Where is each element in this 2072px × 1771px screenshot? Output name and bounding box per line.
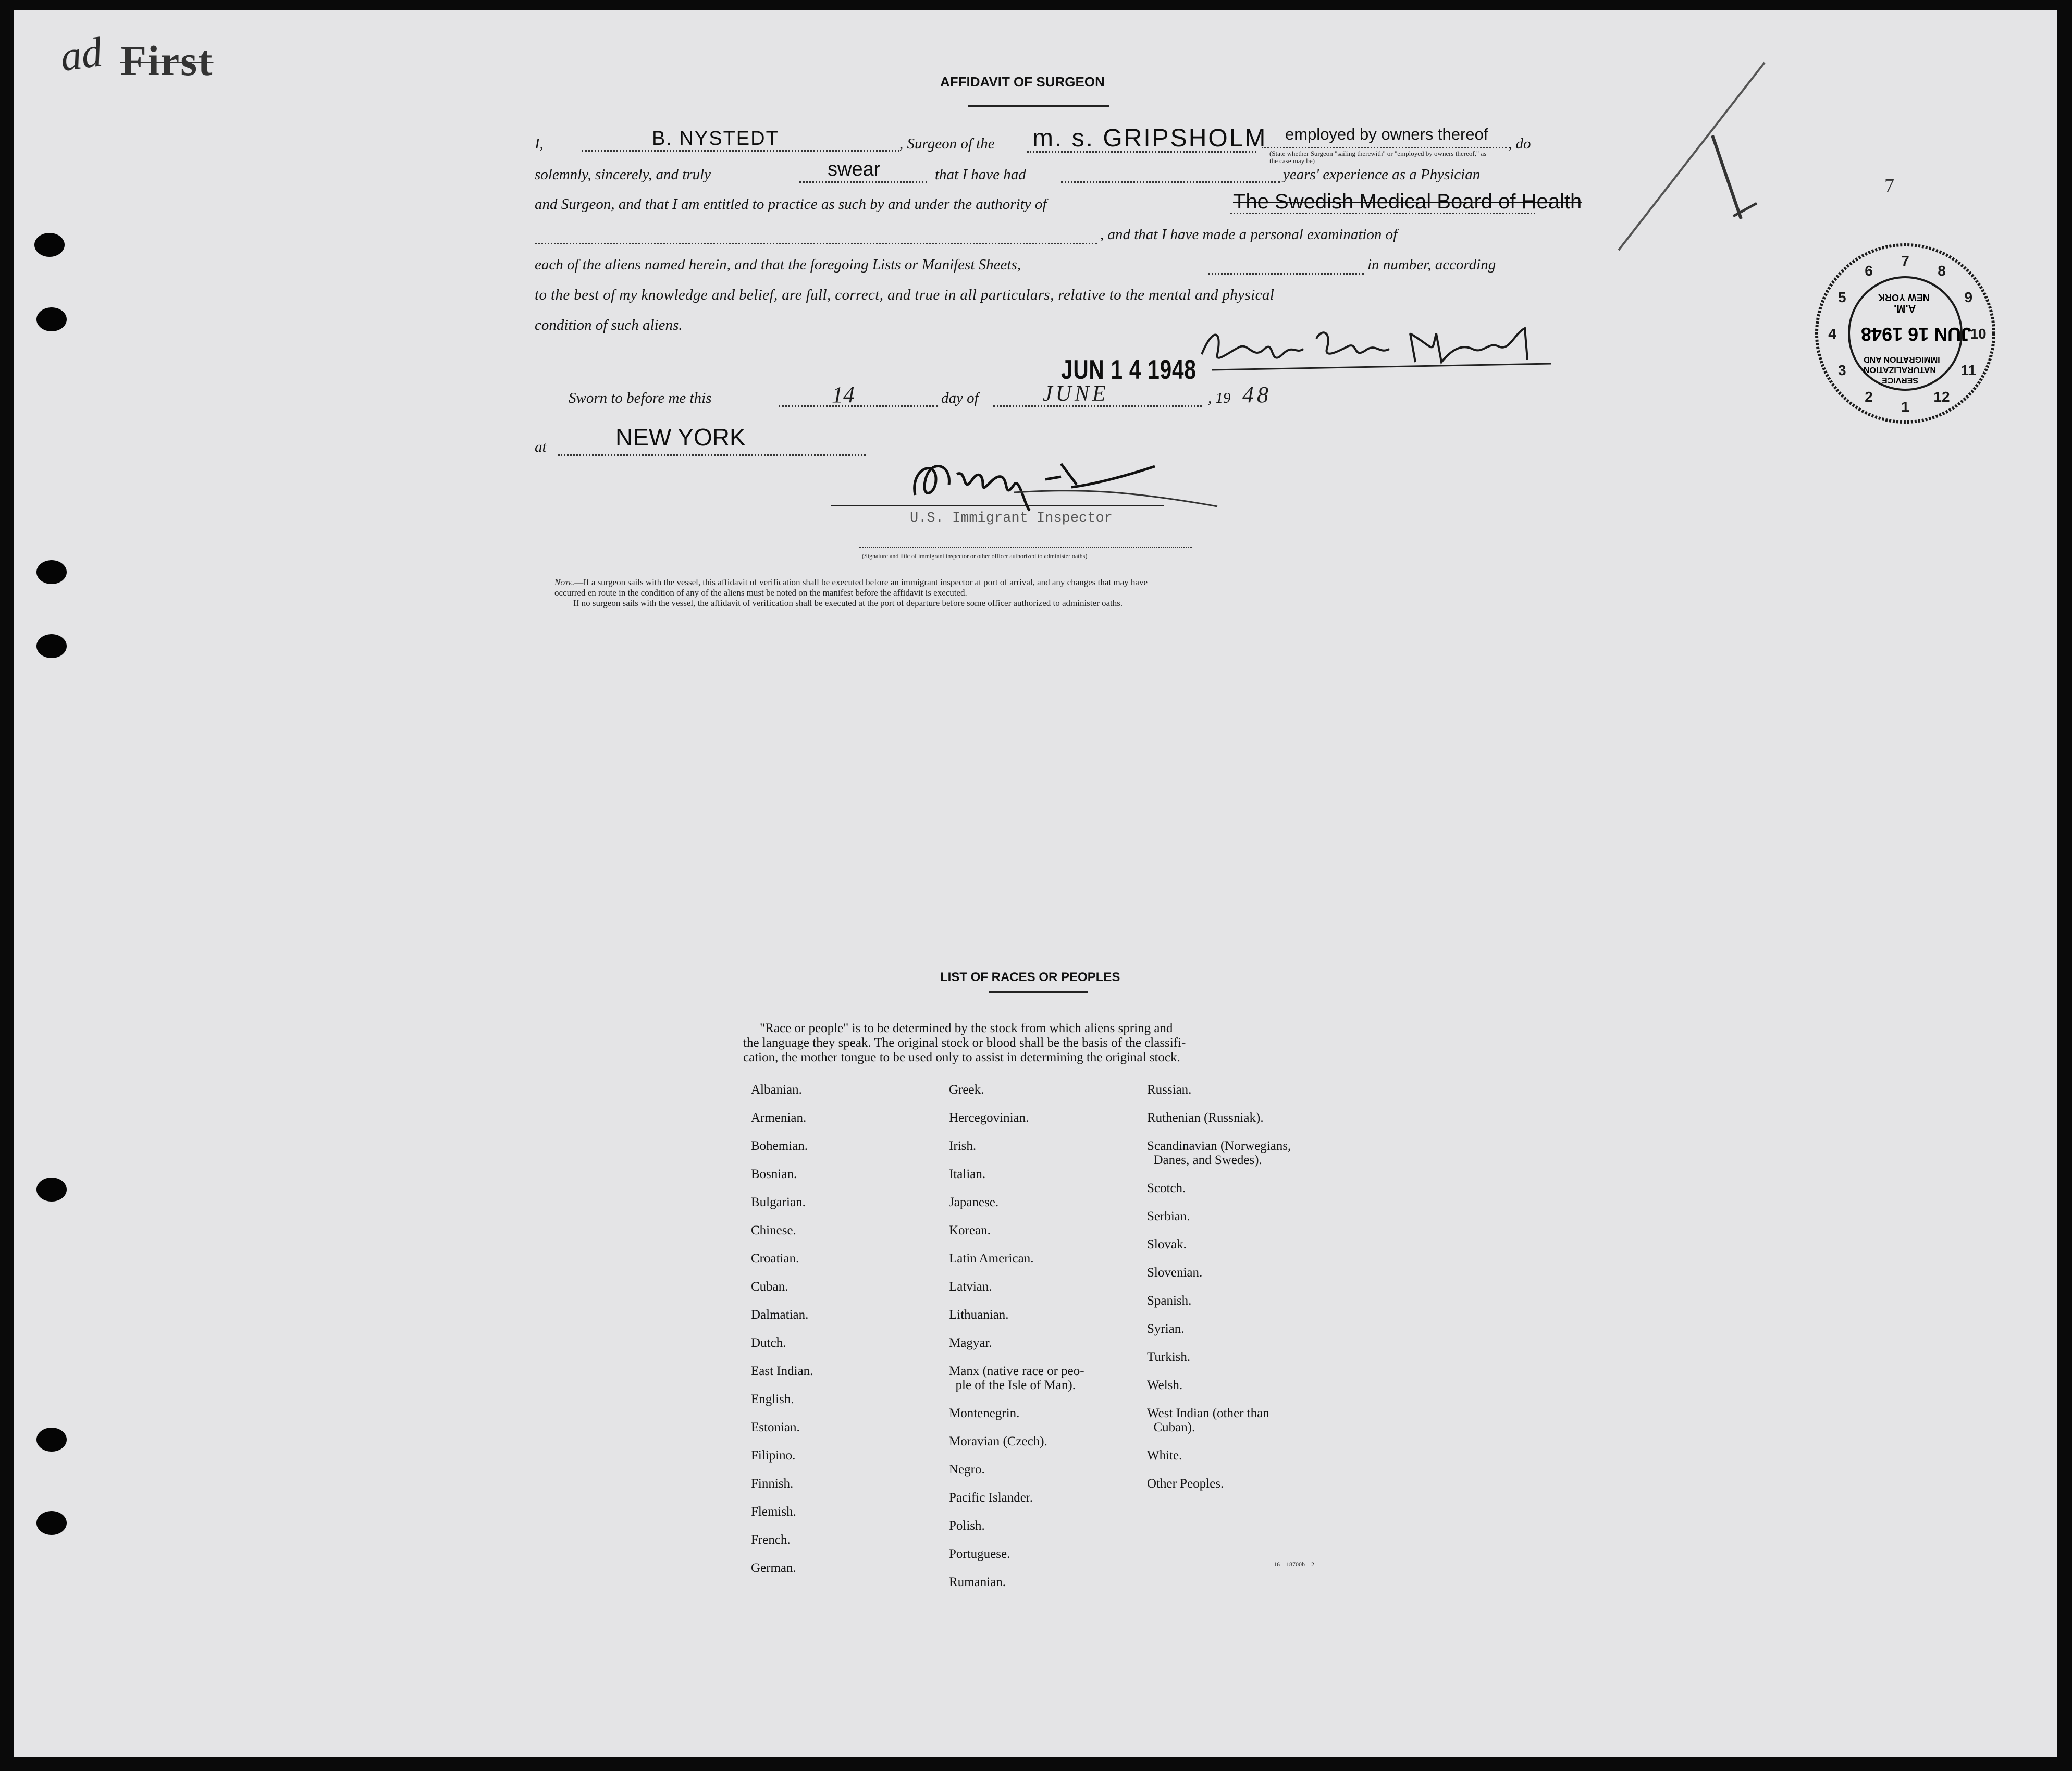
race-list-item: French. — [751, 1533, 791, 1547]
race-list-item: Dalmatian. — [751, 1308, 809, 1322]
race-list-item: Other Peoples. — [1147, 1477, 1224, 1491]
small-handwritten-mark: 7 — [1884, 175, 1894, 197]
race-list-item: White. — [1147, 1448, 1182, 1463]
note-line: If no surgeon sails with the vessel, the affidavit of verification shall be executed at the port of departure before some officer authorized to administer oaths. — [573, 598, 1123, 608]
authority-field: The Swedish Medical Board of Health — [1233, 190, 1582, 213]
sworn-month: JUNE — [1043, 382, 1109, 406]
races-intro-line: cation, the mother tongue to be used only to assist in determining the original stock. — [743, 1050, 1180, 1064]
sworn-text: day of — [941, 390, 979, 406]
affidavit-text: I, — [535, 135, 544, 152]
races-intro — [743, 1021, 1186, 1065]
punch-hole — [34, 233, 65, 257]
punch-hole — [36, 1178, 67, 1202]
affidavit-text: solemnly, sincerely, and truly — [535, 166, 711, 183]
round-stamp-ring-number: 7 — [1901, 253, 1909, 269]
sworn-text: Sworn to before me this — [569, 390, 712, 406]
race-list-item: Scotch. — [1147, 1181, 1186, 1195]
round-stamp-ring-number: 10 — [1970, 326, 1987, 342]
race-list-item: Croatian. — [751, 1252, 799, 1266]
sworn-text: , 19 — [1208, 390, 1231, 406]
races-intro-line: the language they speak. The original stock or blood shall be the basis of the classifi- — [743, 1036, 1186, 1050]
affidavit-text: , Surgeon of the — [899, 135, 995, 152]
inspector-title-stamp: U.S. Immigrant Inspector — [910, 511, 1113, 526]
race-list-item: Irish. — [949, 1139, 977, 1153]
affidavit-text: and Surgeon, and that I am entitled to practice as such by and under the authority of — [535, 196, 1047, 213]
punch-hole — [36, 307, 67, 331]
races-column-2 — [949, 1076, 1084, 1596]
signature-caption-line — [859, 547, 1192, 548]
round-stamp-ring-number: 5 — [1837, 289, 1846, 305]
punch-hole — [36, 1511, 67, 1535]
race-list-item: Negro. — [949, 1463, 985, 1477]
race-list-item: Portuguese. — [949, 1547, 1010, 1561]
note-line: —If a surgeon sails with the vessel, this affidavit of verification shall be executed before an immigrant inspector at port of arrival, and any changes that may have — [574, 577, 1148, 587]
races-intro-line: "Race or people" is to be determined by the stock from which aliens spring and — [760, 1021, 1173, 1035]
race-list-item: Hercegovinian. — [949, 1111, 1029, 1125]
race-list-item: Ruthenian (Russniak). — [1147, 1111, 1264, 1125]
race-list-item: Turkish. — [1147, 1350, 1191, 1364]
round-stamp-ring-number: 4 — [1828, 326, 1836, 342]
round-stamp-ring-number: 2 — [1865, 389, 1873, 405]
race-list-item: Slovenian. — [1147, 1266, 1203, 1280]
oath-line — [799, 181, 927, 183]
sworn-year: 48 — [1242, 382, 1272, 407]
round-date-stamp — [1811, 240, 1999, 427]
place-line — [558, 454, 866, 456]
oath-field: swear — [828, 158, 881, 180]
punch-hole — [36, 560, 67, 584]
corner-handwritten-mark: ad — [57, 29, 105, 81]
race-list-item: Armenian. — [751, 1111, 807, 1125]
race-list-item: Bohemian. — [751, 1139, 808, 1153]
at-label: at — [535, 439, 547, 455]
surgeon-name-field: B. NYSTEDT — [652, 128, 779, 150]
races-title: LIST OF RACES OR PEOPLES — [940, 970, 1120, 984]
race-list-item: Dutch. — [751, 1336, 786, 1350]
round-stamp-line: SERVICE — [1882, 376, 1918, 385]
races-column-1 — [751, 1076, 813, 1582]
race-list-item: Pacific Islander. — [949, 1491, 1033, 1505]
employment-note: (State whether Surgeon "sailing therewith" or "employed by owners thereof," as the case may be) — [1269, 150, 1487, 165]
race-list-item: Latvian. — [949, 1280, 992, 1294]
inspector-signature-rule — [831, 505, 1164, 506]
affidavit-text: , and that I have made a personal examination of — [1100, 226, 1398, 243]
affidavit-text: years' experience as a Physician — [1283, 166, 1481, 183]
affidavit-note — [554, 577, 1148, 609]
place-field: NEW YORK — [615, 424, 746, 451]
inspector-signature — [905, 448, 1228, 521]
round-stamp-ring-number: 9 — [1964, 289, 1973, 305]
race-list-item: German. — [751, 1561, 796, 1575]
note-label: Note. — [554, 577, 575, 587]
race-list-item: Manx (native race or peo- ple of the Isle of Man). — [949, 1364, 1084, 1392]
handwritten-slash-mark — [1608, 47, 1775, 266]
affidavit-text: , do — [1508, 135, 1531, 152]
surgeon-name-line — [582, 150, 899, 152]
race-list-item: Spanish. — [1147, 1294, 1192, 1308]
race-list-item: Russian. — [1147, 1083, 1192, 1097]
races-column-3 — [1147, 1076, 1291, 1498]
race-list-item: Estonian. — [751, 1420, 800, 1434]
race-list-item: Slovak. — [1147, 1237, 1187, 1252]
round-stamp-ring-number: 11 — [1960, 362, 1977, 378]
race-list-item: Greek. — [949, 1083, 984, 1097]
race-list-item: Rumanian. — [949, 1575, 1006, 1589]
race-list-item: English. — [751, 1392, 794, 1406]
race-list-item: Filipino. — [751, 1448, 796, 1463]
race-list-item: Lithuanian. — [949, 1308, 1009, 1322]
vessel-field: m. s. GRIPSHOLM — [1032, 125, 1267, 152]
races-title-rule — [989, 991, 1088, 993]
race-list-item: Polish. — [949, 1519, 985, 1533]
round-stamp-line: A.M. — [1894, 303, 1916, 314]
race-list-item: Cuban. — [751, 1280, 788, 1294]
employment-field: employed by owners thereof — [1285, 125, 1488, 143]
race-list-item: Latin American. — [949, 1252, 1034, 1266]
sworn-day-line — [779, 405, 938, 407]
race-list-item: East Indian. — [751, 1364, 813, 1378]
surgeon-signature — [1191, 318, 1556, 375]
affidavit-text: that I have had — [935, 166, 1026, 183]
race-list-item: Scandinavian (Norwegians, Danes, and Swedes). — [1147, 1139, 1291, 1167]
race-list-item: West Indian (other than Cuban). — [1147, 1406, 1269, 1434]
race-list-item: Finnish. — [751, 1477, 794, 1491]
race-list-item: Flemish. — [751, 1505, 796, 1519]
authority-continued-line — [535, 243, 1097, 244]
date-stamp: JUN 1 4 1948 — [1061, 355, 1197, 385]
race-list-item: Korean. — [949, 1223, 991, 1237]
affidavit-text: each of the aliens named herein, and that the foregoing Lists or Manifest Sheets, — [535, 256, 1021, 273]
title-rule — [968, 105, 1109, 107]
affidavit-text: to the best of my knowledge and belief, are full, correct, and true in all particulars, relative to the mental and physical — [535, 287, 1275, 303]
corner-mark: First — [120, 37, 214, 84]
race-list-item: Albanian. — [751, 1083, 802, 1097]
race-list-item: Montenegrin. — [949, 1406, 1020, 1420]
years-line — [1061, 181, 1280, 183]
race-list-item: Magyar. — [949, 1336, 992, 1350]
round-stamp-ring-number: 8 — [1938, 262, 1946, 279]
sworn-day: 14 — [832, 382, 855, 407]
round-stamp-ring-number: 6 — [1865, 262, 1873, 279]
document-page — [14, 10, 2057, 1757]
race-list-item: Chinese. — [751, 1223, 796, 1237]
sheets-count-line — [1208, 273, 1364, 275]
race-list-item: Serbian. — [1147, 1209, 1190, 1223]
affidavit-title: AFFIDAVIT OF SURGEON — [940, 74, 1105, 90]
affidavit-text: condition of such aliens. — [535, 317, 683, 333]
race-list-item: Bosnian. — [751, 1167, 797, 1181]
race-list-item: Syrian. — [1147, 1322, 1185, 1336]
round-stamp-line: NEW YORK — [1878, 292, 1930, 303]
race-list-item: Welsh. — [1147, 1378, 1183, 1392]
race-list-item: Japanese. — [949, 1195, 999, 1209]
employment-line — [1262, 147, 1507, 148]
race-list-item: Bulgarian. — [751, 1195, 806, 1209]
round-stamp-line: NATURALIZATION — [1864, 365, 1936, 374]
punch-hole — [36, 634, 67, 658]
round-stamp-line: IMMIGRATION AND — [1864, 355, 1940, 364]
round-stamp-ring-number: 3 — [1837, 362, 1846, 378]
race-list-item: Moravian (Czech). — [949, 1434, 1047, 1448]
round-stamp-date: JUN 16 1948 — [1861, 324, 1972, 345]
punch-hole — [36, 1428, 67, 1452]
affidavit-text: in number, according — [1367, 256, 1496, 273]
race-list-item: Italian. — [949, 1167, 986, 1181]
round-stamp-ring-number: 12 — [1933, 389, 1950, 405]
form-number: 16—18700b—2 — [1274, 1561, 1314, 1568]
note-line: occurred en route in the condition of any of the aliens must be noted on the manifest before the affidavit is executed. — [554, 588, 967, 598]
signature-caption: (Signature and title of immigrant inspector or other officer authorized to administer oaths) — [862, 552, 1088, 560]
round-stamp-ring-number: 1 — [1901, 399, 1909, 415]
